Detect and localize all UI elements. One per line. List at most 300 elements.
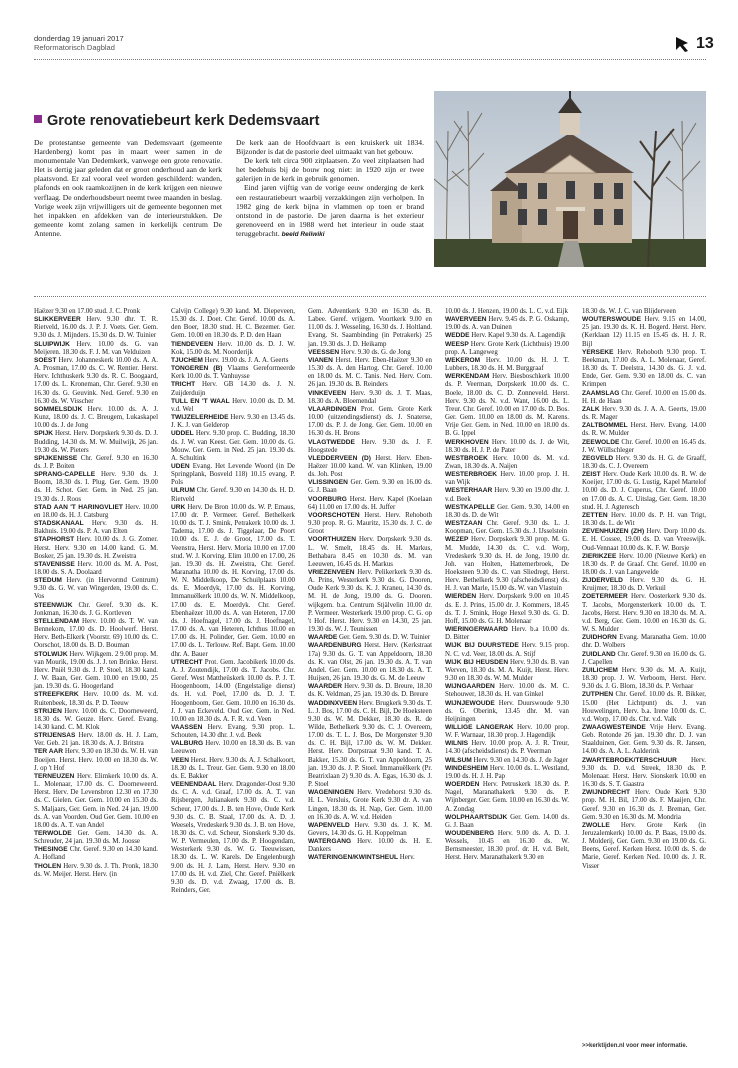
listing-services: Vrije Herv. Evang. Geb. Rotonde 26 jan. 19.30 dhr. D. J. van Staalduinen, Ger. Gem. 9.30 ds. R. Jansen, 14.00 ds. A. A. L. Aalderink <box>582 723 706 756</box>
listing-services: Herv. 10.00 en 18.30 ds. B. van Leeuwen <box>171 740 295 756</box>
listing-entry <box>171 487 295 503</box>
listing-entry <box>171 357 295 365</box>
listing-entry <box>34 357 158 406</box>
listing-services: Chr. Geref. 10.00 en 15.00 ds. H. H. de Haan <box>582 389 706 405</box>
listing-entry <box>582 406 706 422</box>
listing-services: Herv. Duurswoude 9.30 ds. G. Oberink, 13.45 dhr. M. van Heijningen <box>445 699 569 723</box>
listing-entry <box>308 512 432 536</box>
listing-place: WESTBROEK <box>445 454 488 462</box>
listing-place: VLAARDINGEN <box>308 405 357 413</box>
listing-column <box>445 308 569 863</box>
listing-entry <box>582 724 706 757</box>
listing-place: WESTZAAN <box>445 520 483 528</box>
listing-services: Herv. Vredehorst 9.30 ds. H. L. Versluis, Grote Kerk 9.30 dr. A. van Lingen, 18.30 ds. H. Nap, Ger. Gem. 10.00 en 16.30 ds. A. W. v.d. Heiden <box>308 789 432 821</box>
listing-place: ZOETERMEER <box>582 593 628 601</box>
listing-entry <box>582 593 706 634</box>
listing-entry <box>582 691 706 724</box>
listing-services: Herv. 10.00 ds. M. v.d. Ruitenbeek, 18.30 ds. P. D. Teeuw <box>34 691 158 707</box>
listing-entry <box>308 822 432 838</box>
listing-services: Herst. Herv. Dorpskerk 9.30 ds. D. J. Budding, 14.30 ds. M. W. Muilwijk, 26 jan. 19.30 ds. W. Pieters <box>34 430 158 454</box>
listing-place: VLEDDERVEEN (D) <box>308 454 371 462</box>
listing-place: THOLEN <box>34 862 62 870</box>
listing-services: Herv. 10.00 prop. J. H. van Wijk <box>445 471 569 487</box>
listing-entry <box>582 667 706 691</box>
listing-services: Herv. (in Hervormd Centrum) 9.30 ds. G. W. van Wingerden, 19.00 ds. C. Vos <box>34 577 158 601</box>
listing-entry <box>308 700 432 790</box>
listing-entry <box>34 748 158 772</box>
listing-place: WILNIS <box>445 740 469 748</box>
rd-arrow-logo-icon <box>674 35 690 53</box>
listing-services: Herv. 9.30 en 19.00 dhr. J. v.d. Beek <box>445 487 569 503</box>
listing-services: Herv. 9.30 ds. H. G. de Graaff, 18.30 ds. C. J. Overeem <box>582 454 706 470</box>
listing-place: SLIKKERVEER <box>34 316 81 324</box>
listing-entry <box>308 496 432 512</box>
listing-services: Herv. 9.30 en 13.45 ds. J. K. J. van Gelderop <box>171 414 295 430</box>
listing-entry <box>445 439 569 455</box>
listing-place: STOLWIJK <box>34 650 68 658</box>
listing-services: Herv. De Bron 10.00 ds. W. P. Emaus, 17.00 dr. P. Vermeer. Geref. Bethelkerk 10.00 ds. T. J. Smink, Petrakerk 10.00 ds. J. Tadema, 17.00 ds. J. Tiggelaar, De Poort 10.00 ds. E. J. de Groot, 17.00 ds. T. Veenstra, Herst. Herv. Moria 10.00 en 17.00 stud. W. J. Korving. Elim 10.00 en 17.00, 26 jan. 19.30 ds. H. Zweistra, Chr. Geref. Maranatha 10.00 ds. H. Korving, 17.00 ds. W. N. Middelkoop, De Schuilplaats 10.00 ds. E. Moerdyk, 17.00 ds. H. Korving, Immanuëlkerk 10.00 ds. W. N. Middelkoop, 17.00 ds. E. Moerdyk. Chr. Geref. Ebenhaëzer 10.00 ds. A. van Heteren, 17.00 ds. J. Hoefnagel, 17.00 ds. J. Hoefnagel, 17.00 ds. A. van Heteren, Ichthus 10.00 en 17.00 ds. H. Polinder, Ger. Gem. 10.00 en 17.00 ds. L. Terlouw. Ref. Bapt. Gem. 10.00 dhr. A. Bauer <box>171 503 295 658</box>
listing-services: Chr. Geref. 10.00 ds. R. Bikker, 15.00 (Het Lichtpunt) ds. J. van Houwelingen, Herv. b.a. Irene 10.00 ds. C. v.d. Worp, 17.00 ds. Chr. v.d. Valk <box>582 691 706 723</box>
listing-services: Herv. 10.00 ds. D. M. v.d. Wel <box>171 397 295 413</box>
listing-entry <box>582 512 706 528</box>
listing-entry <box>308 308 432 349</box>
listing-entry <box>308 390 432 406</box>
listing-place: ZUIDHORN <box>582 634 617 642</box>
listing-place: VINKEVEEN <box>308 389 347 397</box>
listing-entry <box>171 463 295 487</box>
listing-services: Haëzer 9.30 en 17.00 stud. J. C. Pronk <box>34 308 141 315</box>
listing-place: WADDINXVEEN <box>308 699 358 707</box>
listing-services: Chr. Geref. 9.30 en 16.00 ds. G. J. Capellen <box>582 650 706 666</box>
listing-place: TER AAR <box>34 748 64 756</box>
listing-entry <box>582 528 706 552</box>
listing-services: Herv. 10.00 ds. J. de Wit, 18.30 ds. H. J. P. de Pater <box>445 438 569 454</box>
listing-services: Evang. Maranatha Gem. 10.00 dhr. D. Wolbers <box>582 634 706 650</box>
listing-entry <box>582 471 706 512</box>
listing-place: STREEFKERK <box>34 691 79 699</box>
listing-services: Herv. 10.00 ds. P. H. van Trigt, 18.30 ds. L. de Wit <box>582 511 706 528</box>
listing-place: ZUTPHEN <box>582 691 614 699</box>
article-column-2 <box>236 138 424 239</box>
listing-entry <box>445 659 569 683</box>
listing-place: TERNEUZEN <box>34 772 75 780</box>
listing-entry <box>445 814 569 830</box>
listing-place: WESTKAPELLE <box>445 503 495 511</box>
listing-place: ZEVENHUIZEN (ZH) <box>582 528 645 536</box>
listing-services: Ger. Gem. 9.30 en 16.00 ds. G. J. Baan <box>308 479 432 495</box>
listing-services: Herv. Elimkerk 10.00 ds. A. L. Molenaar, 17.00 ds. C. Doorneweerd. Herst. Herv. De Levensbron 12.30 en 17.30 ds. C. Gielen. Ger. Gem. 10.00 en 15.30 ds. S. Maljaars, Ger. Gem. in Ned. 24 jan. 19.00 ds. A. van Voorden. Oud Ger. Gem. 10.00 en 18.00 ds. A. T. van Andel <box>34 772 158 829</box>
listing-place: WIJNJEWOUDE <box>445 699 495 707</box>
listing-services: Chr. Geref. 9.30 ds. L. J. Koopman, Ger. Gem. 15.30 ds. J. IJsselstein <box>445 520 569 536</box>
newspaper-name: Reformatorisch Dagblad <box>34 43 115 52</box>
listing-entry <box>445 332 569 340</box>
listing-place: ZIJDERVELD <box>582 577 623 585</box>
listing-place: ZAAMSLAG <box>582 389 620 397</box>
listing-entry <box>445 626 569 642</box>
listing-place: WIJNGAARDEN <box>445 683 495 691</box>
listing-services: Herv. Grote Kerk (Lichthuis) 19.00 prop. A. Langeweg <box>445 340 569 356</box>
listing-services: Herv. 9.30 ds. D. Breure, 18.30 ds. K. Veldman, 25 jan. 19.30 ds. D. Breure <box>308 683 432 699</box>
listing-place: WERKHOVEN <box>445 438 489 446</box>
listing-entry <box>34 830 158 846</box>
listing-entry <box>171 740 295 756</box>
listing-services: Herv. 10.00 en 18.00 ds. H. J. Catsburg <box>34 503 158 519</box>
listing-services: Prot. Gem. Grote Kerk 10.00 (uitzendingsdienst) ds. J. Snaterse, 17.00 ds. P. J. de Jong. Ger. Gem. 10.00 en 16.30 ds. H. Brons <box>308 405 432 438</box>
listing-place: STAPHORST <box>34 536 75 544</box>
listing-place: WAVERVEEN <box>445 316 487 324</box>
listing-entry <box>445 341 569 357</box>
listing-entry <box>308 439 432 455</box>
listing-services: Herv. Wijkgem. 2 9.00 prop. M. van Mourik, 19.00 ds. J. J. ten Brinke. Herst. Herv. Pniël 9.30 ds. J. P. Stoel, 18.30 kand. J. W. Baan, Ger. Gem. 10.00 en 19.00, 25 jan. 19.30 ds. G. Hoogerland <box>34 650 158 691</box>
listing-services: Herv. Petruskerk 18.30 ds. P. Nagel, Maranathakerk 9.30 ds. P. Wijnberger. Ger. Gem. 10.00 en 16.30 ds. W. A. Zondag <box>445 781 569 813</box>
listing-services: Herv. GB 14.30 ds. J. N. Zuijderduijn <box>171 381 295 397</box>
listing-place: WIJK BIJ DUURSTEDE <box>445 642 519 650</box>
listing-place: WATERINGEN/KWINTSHEUL <box>308 854 398 862</box>
listing-entry <box>582 553 706 577</box>
listing-place: WESTERHAAR <box>445 487 493 495</box>
listing-place: ZALK <box>582 405 600 413</box>
listing-services: Herv. 9.30 ds. H. Bakhuis. 19.00 ds. P. A. van Elten <box>34 520 158 536</box>
photo-credit: beeld Reliwiki <box>281 230 325 238</box>
listing-entry <box>445 504 569 520</box>
listing-services: Herv. 9.00 ds. A. D. J. Wessels, 10.45 en 16.30 ds. W. Bernsmeester, 18.30 prof. dr. H. v.d. Belt, Herst. Herv. Maranathakerk 9.30 en <box>445 830 569 862</box>
listing-services: Herv. 9.30 ds. J. T. Maas, 18.30 ds. A. Bloemendal <box>308 389 432 405</box>
listing-place: UDEN <box>171 462 190 470</box>
listing-entry <box>582 439 706 455</box>
listing-entry <box>34 430 158 454</box>
listing-services: Herv. 18.00 ds. H. J. Lam, Ver. Geb. 21 jan. 18.30 ds. A. J. Britstra <box>34 732 158 748</box>
listing-entry <box>445 316 569 332</box>
listing-place: ULRUM <box>171 487 195 495</box>
listing-services: Herv. 10.00 prop. W. F. Warnaar, 18.30 prop. J. Hagendijk <box>445 723 569 740</box>
masthead <box>34 34 714 56</box>
listing-services: Herv. Kapel 9.30 ds. A. Lagendijk <box>471 332 566 340</box>
listing-services: Herv. 9.30 ds. G. H. Kruijmer, 18.30 ds. D. Verkuil <box>582 577 706 593</box>
listing-place: WINDESHEIM <box>445 764 488 772</box>
listing-entry <box>171 430 295 463</box>
listing-column <box>308 308 432 863</box>
listing-entry <box>171 365 295 381</box>
listing-entry <box>34 863 158 879</box>
headline-square-icon <box>34 115 42 123</box>
listing-place: STRIJEN <box>34 707 62 715</box>
listing-entry <box>445 357 569 373</box>
listing-entry <box>171 381 295 397</box>
listing-place: THESINGE <box>34 846 68 854</box>
listing-services: Chr. Geref. 9.30 en 14.30 kand. A. Hofland <box>34 846 158 862</box>
listing-entry <box>34 846 158 862</box>
listing-entry <box>308 536 432 569</box>
listing-place: VEESSEN <box>308 348 340 356</box>
listing-entry <box>582 634 706 650</box>
listing-place: ZWIJNDRECHT <box>582 789 630 797</box>
listing-place: STEDUM <box>34 577 62 585</box>
listing-entry <box>34 316 158 340</box>
listing-entry <box>445 455 569 471</box>
listing-services: Herv. 10.00 ds. G. van Meijeren. 18.30 ds. F. J. M. van Velduizen <box>34 340 158 356</box>
listing-services: Herst. Herv. 9.30 ds. A. J. Schalkoort, 18.30 ds. L. Treur. Ger. Gem. 9.30 en 18.00 ds. E. Bakker <box>171 756 295 780</box>
listing-services: Herv. 9.30 ds. J. A. A. Geerts, 19.00 ds. R. Mager <box>582 405 706 422</box>
listing-entry <box>308 683 432 699</box>
listing-place: YERSEKE <box>582 348 614 356</box>
listing-place: TULL EN 'T WAAL <box>171 397 230 405</box>
listing-services: Herst. Herv. Eben-Haëzer 9.30 en 15.30 ds. A. den Hartog. Chr. Geref. 10.00 en 18.00 ds. M. C. Tanis. Ned. Herv. Com. 26 jan. 19.30 ds. B. Reinders <box>308 356 432 389</box>
listing-services: Herv. Oosterkerk 9.30 ds. T. Jacobs, Morgensterkerk 10.00 ds. T. Jacobs, Herst. Herv. 9.30 en 18.30 ds. M. A. v.d. Berg, Ger. Gem. 10.00 en 16.30 ds. G. W. S. Mulder <box>582 593 706 634</box>
listing-place: STEENWIJK <box>34 601 73 609</box>
listing-entry <box>171 308 295 341</box>
listing-entry <box>34 504 158 520</box>
listing-services: Herv. 10.00 ds. H. E. Dankers <box>308 838 432 854</box>
listing-entry <box>582 455 706 471</box>
listing-place: ZWOLLE <box>582 821 610 829</box>
listing-place: WAARDER <box>308 683 343 691</box>
listing-place: WIJK BIJ HEUSDEN <box>445 658 509 666</box>
listing-place: ZUIDLAND <box>582 650 616 658</box>
listing-services: Herv. 9.30 ds. J. F. Hoogstede <box>308 438 432 454</box>
listing-services: Herv. Evang. 9.30 prop. L. Schouten, 14.30 dhr. J. v.d. Beek <box>171 723 295 740</box>
listing-entry <box>171 414 295 430</box>
listing-services: Herv. 10.00 ds. D. J. W. Kok, 15.00 ds. M. Noorderijk <box>171 340 295 356</box>
listing-place: ZALTBOMMEL <box>582 422 628 430</box>
listing-services: Chr. Geref. 9.30 en 16.30 ds. J. P. Boiten <box>34 454 158 470</box>
listing-services: Herv. 10.00 ds. M. A. Post, 18.00 ds. S. A. Doolaard <box>34 560 158 576</box>
article-headline <box>34 112 424 130</box>
issue-date: donderdag 19 januari 2017 <box>34 34 124 43</box>
listing-entry <box>34 455 158 471</box>
listing-services: Herv. 10.00 ds. H. J. T. Lubbers, 18.30 ds. H. M. Burggraaf <box>445 356 569 373</box>
listing-place: WOERDEN <box>445 781 480 789</box>
listing-entry <box>308 838 432 854</box>
listing-entry <box>582 651 706 667</box>
listing-entry <box>445 642 569 658</box>
listing-entry <box>308 642 432 683</box>
listing-services: Herv. 9.30 ds. G. de Jong <box>340 348 411 356</box>
listing-place: SOMMELSDIJK <box>34 405 83 413</box>
listing-entry <box>308 455 432 479</box>
listing-entry <box>34 708 158 732</box>
listing-place: UDDEL <box>171 430 194 438</box>
listing-entry <box>582 349 706 390</box>
listing-place: ZIERIKZEE <box>582 552 617 560</box>
listing-entry <box>308 406 432 439</box>
listing-entry <box>34 732 158 748</box>
listing-place: VOORTHUIZEN <box>308 536 356 544</box>
kerktijden-link[interactable]: >>kerktijden.nl voor meer informatie. <box>582 1043 688 1049</box>
article-column-1 <box>34 138 222 238</box>
listing-services: Herv. 9.30 ds. M. A. Kuijt, 18.30 prop. J. W. Verboom, Herst. Herv. 9.30 ds. J. G. Blom, 18.30 ds. P. Verhaar <box>582 666 706 691</box>
listing-entry <box>34 520 158 536</box>
listing-place: VOORBURG <box>308 495 347 503</box>
listing-entry <box>445 757 569 765</box>
listing-services: Herv. Dorpskerk 9.00 en 10.45 ds. E. J. Prins, 15.00 dr. J. Kommers, 18.45 ds. T. J. Smink, Hoge Hexel 9.30 ds. G. D. Hoff, 15.00 ds. G. H. Molenaar <box>445 593 569 625</box>
listing-entry <box>34 651 158 692</box>
listing-place: VEENENDAAL <box>171 781 217 789</box>
listing-place: WIERDEN <box>445 593 477 601</box>
listing-entry <box>34 308 158 316</box>
church-photo-image <box>434 91 706 267</box>
listing-services: Herv. 19.00 ds. J. A. A. Geerts <box>204 356 289 364</box>
listing-entry <box>582 422 706 438</box>
listing-entry <box>308 349 432 357</box>
listing-place: WOLPHAARTSDIJK <box>445 813 508 821</box>
listing-services: Herv. 9.30 ds. J. Th. Pronk, 18.30 ds. W. Meijer. Herst. Herv. (in <box>34 862 158 878</box>
listing-place: TJUCHEM <box>171 356 203 364</box>
listing-entry <box>171 659 295 724</box>
listing-entry <box>445 487 569 503</box>
listing-entry <box>582 308 706 316</box>
article-paragraph: De protestantse gemeente van Dedemsvaart (gemeente Hardenberg) komt pas in maart weer samen in de monumentale Van Dedemkerk, vanwege een grote renovatie. Het is dertig jaar geleden dat er groot onderhoud aan de kerk plaatsvond. Er zal vooral veel worden geschilderd: wanden, plafonds en ook raamkozijnen in de kerk krijgen een nieuwe verflaag. De onderhoudsbeurt neemt twee maanden in beslag. Vorige week zijn vrijwilligers uit de gemeente begonnen met het inpakken en afdekken van de interieurstukken. De gemeente komt zolang samen in kerkelijk centrum De Antenne. <box>34 138 222 238</box>
listing-place: SPRANG-CAPELLE <box>34 471 96 479</box>
listing-place: WEDDE <box>445 332 470 340</box>
listing-place: VLISSINGEN <box>308 479 348 487</box>
article-paragraph: De kerk aan de Hoofdvaart is een kruiskerk uit 1834. Bijzonder is dat de pastorie deel uitmaakt van het gebouw. <box>236 138 424 157</box>
listing-services: Herv. 9.30 dhr. T. R. Rietveld, 16.00 ds. J. P. J. Voets. Ger. Gem. 9.30 ds. J. Mijnders. 15.30 ds. D. W. Tuinier <box>34 316 158 340</box>
listing-entry <box>34 691 158 707</box>
listing-place: WEESP <box>445 340 469 348</box>
listing-services: Herv. 9.45 ds. P. G. Oskamp, 19.00 ds. A. van Duinen <box>445 316 569 332</box>
listing-entry <box>582 577 706 593</box>
listing-place: WOUTERSWOUDE <box>582 316 641 324</box>
listing-services: Herst. Herv. (Kerkstraat 17a) 9.30 ds. G. T. van Appeldoorn, 18.30 ds. K. van Olst, 26 jan. 19.30 ds. A. T. van Andel. Ger. Gem. 10.00 en 18.30 ds. A. T. Huijsen, 26 jan. 19.30 ds. G. M. de Leeuw <box>308 642 432 683</box>
listing-services: 10.00 ds. J. Henzen, 19.00 ds. L. C. v.d. Eijk <box>445 308 569 315</box>
listing-entry <box>171 341 295 357</box>
listing-place: WAARDE <box>308 634 338 642</box>
listing-services: Herv. Dorpskerk 9.30 ds. L. W. Smelt, 18.45 ds. H. Markus, Bethabara 8.45 en 10.30 ds. M. van Leeuwen, 16.45 ds. H. Markus <box>308 536 432 568</box>
listing-entry <box>171 398 295 414</box>
listing-place: WILSUM <box>445 756 472 764</box>
listing-place: STAD AAN 'T HARINGVLIET <box>34 503 123 511</box>
listing-place: SPIJK <box>34 430 54 438</box>
listing-services: Herv. Dorpskerk 9.30 prop. M. G. M. Mudde, 14.30 ds. C. v.d. Worp, Vredeskerk 9.30 ds. H. de Jong, 19.00 dr. Joh. van Holten, Hattemerbroek, De Hoeksteen 9.30 ds. C. van Sliedregt, Herst. Herv. Bethelkerk 9.30 (afscheidsdienst) ds. H. J. van Marle, 15.00 ds. W. van Vlastuin <box>445 536 569 593</box>
listing-services: Evang. Het Levende Woord (in De Springplank, Bosveld 118) 10.15 evang. P. Pols <box>171 462 295 487</box>
listing-entry <box>445 700 569 724</box>
listing-entry <box>34 618 158 651</box>
listing-entry <box>171 504 295 659</box>
listing-place: ZWARTEBROEK/TERSCHUUR <box>582 756 677 764</box>
listing-entry <box>34 471 158 504</box>
listing-services: Herv. 10.00 ds. T. W. van Bennekom, 17.00 ds. D. Hoolwerf. Herst. Herv. Beth-Elkerk (Voorstr. 69) 10.00 ds. C. Oorschot, 18.00 ds. B. D. Bouman <box>34 617 158 650</box>
listing-entry <box>171 724 295 740</box>
listing-entry <box>308 789 432 822</box>
listing-services: Herv. 9.30 ds. D. v.d. Streek, 18.30 ds. P. Molenaar. Herst. Herv. Sionskerk 10.00 en 16.30 ds. S. T. Gaastra <box>582 756 706 789</box>
listing-services: Herst. Herv. Rehoboth 9.30 prop. R. G. Mauritz, 15.30 ds. J. C. de Groot <box>308 511 432 536</box>
listing-services: Herv. Dorp 10.00 ds. E. H. Cossee, 19.00 ds. D. van Vreeswijk. Oud-Vennaat 10.00 ds. K. F. W. Borsje <box>582 528 706 552</box>
listing-place: SPIJKENISSE <box>34 454 78 462</box>
article-title: Grote renovatiebeurt kerk Dedemsvaart <box>47 113 320 129</box>
listing-services: Herv. Biesboschkerk 10.00 ds. P. Veerman, Dorpskerk 10.00 ds. C. Boele, 18.00 ds. C. D. Zonneveld. Herst. Herv. 9.30 ds. N. v.d. Want, 16.00 ds. L. Treur. Chr. Geref. 10.00 en 17.00 ds. D. Bos. Ger. Gem. 10.00 en 18.00 ds. M. Karens. Vrije Ger. Gem. in Ned. 10.00 en 18.00 ds. B. G. Ippel <box>445 373 569 438</box>
listing-place: WEZEP <box>445 536 469 544</box>
listing-place: ZEEWOLDE <box>582 438 620 446</box>
listing-place: VLAGTWEDDE <box>308 438 355 446</box>
listing-place: WESTERBROEK <box>445 471 498 479</box>
listing-place: TIENDEVEEN <box>171 340 214 348</box>
section-divider <box>34 296 706 297</box>
listing-entry <box>445 471 569 487</box>
listing-services: Ger. Gem. 14.00 ds. G. J. Baan <box>445 813 569 829</box>
listing-entry <box>445 520 569 536</box>
listing-place: ZETTEN <box>582 511 608 519</box>
listing-services: Herv. Oude Kerk 10.00 ds. R. W. de Koeijer, 17.00 ds. G. Lustig, Kapel Martelof 10.00 ds. D. J. Cuperus, Chr. Geref. 10.00 en 17.00 ds. A. C. Uitslag, Ger. Gem. 18.30 stud. H. J. Agteresch <box>582 471 706 511</box>
listing-services: Herv. 9.15 prop. N. C. v.d. Veer, 18.00 ds. A. Stijf <box>445 642 569 658</box>
listing-entry <box>34 561 158 577</box>
listing-services: Chr. Geref. 9.30 en 14.30 ds. H. D. Rietveld <box>171 487 295 503</box>
listing-column <box>34 308 158 879</box>
article-paragraph: De kerk telt circa 900 zitplaatsen. Zo veel zitplaatsen had het bedehuis bij de bouw nog niet: in 1920 zijn er twee galerijen in de kerk in gebruik genomen. <box>236 156 424 184</box>
listing-entry <box>582 757 706 790</box>
listing-entry <box>582 316 706 349</box>
listing-column <box>171 308 295 895</box>
listing-place: ZEIST <box>582 471 601 479</box>
article-paragraph: Eind jaren vijftig van de vorige eeuw onderging de kerk een restauratiebeurt waarbij verzakkingen zijn verholpen. In 1982 ging de kerk bijna in vlammen op toen er brand ontstond in de pastorie. De jaren daarna is het exterieur gerenoveerd en in 1988 werd het interieur in oude staat teruggebracht. beeld Reliwiki <box>236 183 424 238</box>
listing-place: WILLIGE LANGERAK <box>445 723 514 731</box>
top-divider <box>34 59 706 60</box>
listing-entry <box>34 773 158 830</box>
listing-entry <box>445 765 569 781</box>
listing-entry <box>308 479 432 495</box>
listing-services: Ger. Gem. 9.30, 14.00 en 18.30 ds. D. de Wit <box>445 503 569 519</box>
listing-services: Herv. 10.00 (Nieuwe Kerk) en 18.30 ds. P. de Graaf. Chr. Geref. 10.00 en 18.00 ds. J. van Langevelde <box>582 552 706 576</box>
listing-services: Herv. b.a 10.00 ds. D. Bitter <box>445 626 569 642</box>
listing-entry <box>34 536 158 560</box>
listing-services: Calvijn College) 9.30 kand. M. Diepeveen, 15.30 ds. J. Doet. Chr. Geref. 10.00 ds. A. den Boer, 18.30 stud. H. C. Bezemer. Ger. Gem. 10.00 en 18.30 ds. P. D. den Haan <box>171 308 295 340</box>
listing-place: TERWOLDE <box>34 830 72 837</box>
listing-services: Herv. 9.30 ds. J. K. M. Gevers, 14.30 ds. G. H. Koppelman <box>308 821 432 837</box>
listing-entry <box>582 789 706 822</box>
listing-services: Chr. Geref. 10.00 en 16.45 ds. J. W. Wüllschleger <box>582 438 706 454</box>
listing-entry <box>582 390 706 406</box>
listing-services: Herv. Rehoboth 9.30 prop. T. Beekman, 17.00 ds. A. L. Molenaar, Geref. 18.30 ds. T. Deelstra, 14.30 ds. G. J. v.d. Ende, Ger. Gem. 9.30 en 18.00 ds. C. van Krimpen <box>582 348 706 389</box>
church-photo <box>434 91 706 267</box>
listing-entry <box>445 308 569 316</box>
listing-entry <box>34 577 158 601</box>
listing-services: Herv. Dragonder-Oost 9.30 ds. C. A. v.d. Graaf, 17.00 ds. A. T. van Rijsbergen, Julianakerk 9.30 ds. C. v.d. Scheur, 17.00 ds. J. B. ten Hove, Oude Kerk 9.30 ds. C. B. Staal, 17.00 ds. A. D. J. Weesels, Vredeskerk 9.30 ds. J. B. ten Hove, 18.30 ds. C. v.d. Scheur, Sionskerk 9.30 ds. W. P. Vermeulen, 17.00 ds. P. Hoogendam, Westerkerk 9.30 ds. W. G. Teeuwissen, 18.30 ds. L. W. Karels. De Engelenburgh 9.00 ds. H. J. Lam, Herst. Herv. 9.30 en 17.00 ds. H. v.d. Ziel, Chr. Geref. Pniëlkerk 9.30 ds. D. v.d. Zwaag, 17.00 ds. B. Reinders, Ger. <box>171 781 295 895</box>
listing-place: ZUILICHEM <box>582 666 618 674</box>
listing-services: Ger. Gem. 9.30 ds. D. W. Tuinier <box>339 634 431 642</box>
listing-place: ZEGVELD <box>582 454 614 462</box>
listing-entry <box>308 634 432 642</box>
listing-place: VOORSCHOTEN <box>308 511 360 519</box>
listing-services: Herst. Herv. Kapel (Koelaan 64) 11.00 en 17.00 ds. H. Juffer <box>308 495 432 511</box>
listing-services: Chr. Geref. 9.30 ds. K. Jonkman, 16.30 ds. J. G. Kortleven <box>34 601 158 617</box>
listing-entry <box>445 683 569 699</box>
listing-entry <box>308 357 432 390</box>
listing-services: Prot. Gem. Jacobikerk 10.00 ds. A. J. Zoutendijk, 17.00 ds. T. Jacobs. Chr. Geref. West Mattheüskerk 10.00 ds. P. J. T. Hoogenboom, 14.00 (Engelstalige dienst) ds. H. v.d. Poel, 17.00 ds. D. J. T. Hoogenboom, Ger. Gem. 10.00 en 16.30 ds. J. J. van Eckeveld. Oud Ger. Gem. in Ned. 10.00 en 18.30 ds. A. F. R. v.d. Veen <box>171 658 295 723</box>
listing-place: STRIJENSAS <box>34 732 76 740</box>
listing-entry <box>308 854 432 862</box>
listing-entry <box>445 593 569 626</box>
listing-entry <box>171 757 295 781</box>
listing-place: VAASSEN <box>171 723 203 731</box>
listing-place: TRICHT <box>171 381 196 389</box>
listing-entry <box>445 724 569 740</box>
listing-place: URK <box>171 503 186 511</box>
listing-services: Herv. <box>399 854 415 862</box>
listing-place: WERKENDAM <box>445 373 490 381</box>
listing-services: Herv. Oude Kerk 9.30 prop. M. H. Bil, 17.00 ds. F. Maaijen, Chr. Geref. 9.30 en 16.30 ds. J. Breman, Ger. Gem. 9.30 en 16.30 ds. M. Mondria <box>582 789 706 821</box>
listing-place: STELLENDAM <box>34 617 80 625</box>
listing-column <box>582 308 706 871</box>
page-number: 13 <box>696 35 714 52</box>
listing-place: UTRECHT <box>171 658 203 666</box>
listing-services: Herv. Pelikerkerk 9.30 ds. A. Prins, Westerkerk 9.30 ds. G. Dooren, Oude Kerk 9.30 ds. K. J. Kraneu, 14.30 ds. M. H. de Jong, 19.00 ds. G. Dooren. wijkgem. b.a. Centrum Stjälvelin 10.00 dr. P. Vermeer. Westerkerk 19.00 prop. C. G. op 't Hof. Herst. Herv. 9.30 en 14.30, 25 jan. 19.30 ds. W. J. Teunissen <box>308 569 432 634</box>
listing-services: Herst. Herv. Eben-Haëzer 10.00 kand. W. van Klinken, 19.00 ds. Joh. Post <box>308 454 432 479</box>
listing-services: Herv. 10.00 ds. C. Doorneweerd, 18.30 ds. W. Geuze. Herv. Geref. Evang. 14.30 kand. C. M. Klok <box>34 707 158 731</box>
listing-place: VEEN <box>171 756 189 764</box>
listing-place: STADSKANAAL <box>34 520 84 528</box>
listing-place: WOUDENBERG <box>445 830 495 837</box>
listing-place: SLUIPWIJK <box>34 340 70 348</box>
listing-services: 18.30 ds. W. J. C. van Blijderveen <box>582 308 676 315</box>
